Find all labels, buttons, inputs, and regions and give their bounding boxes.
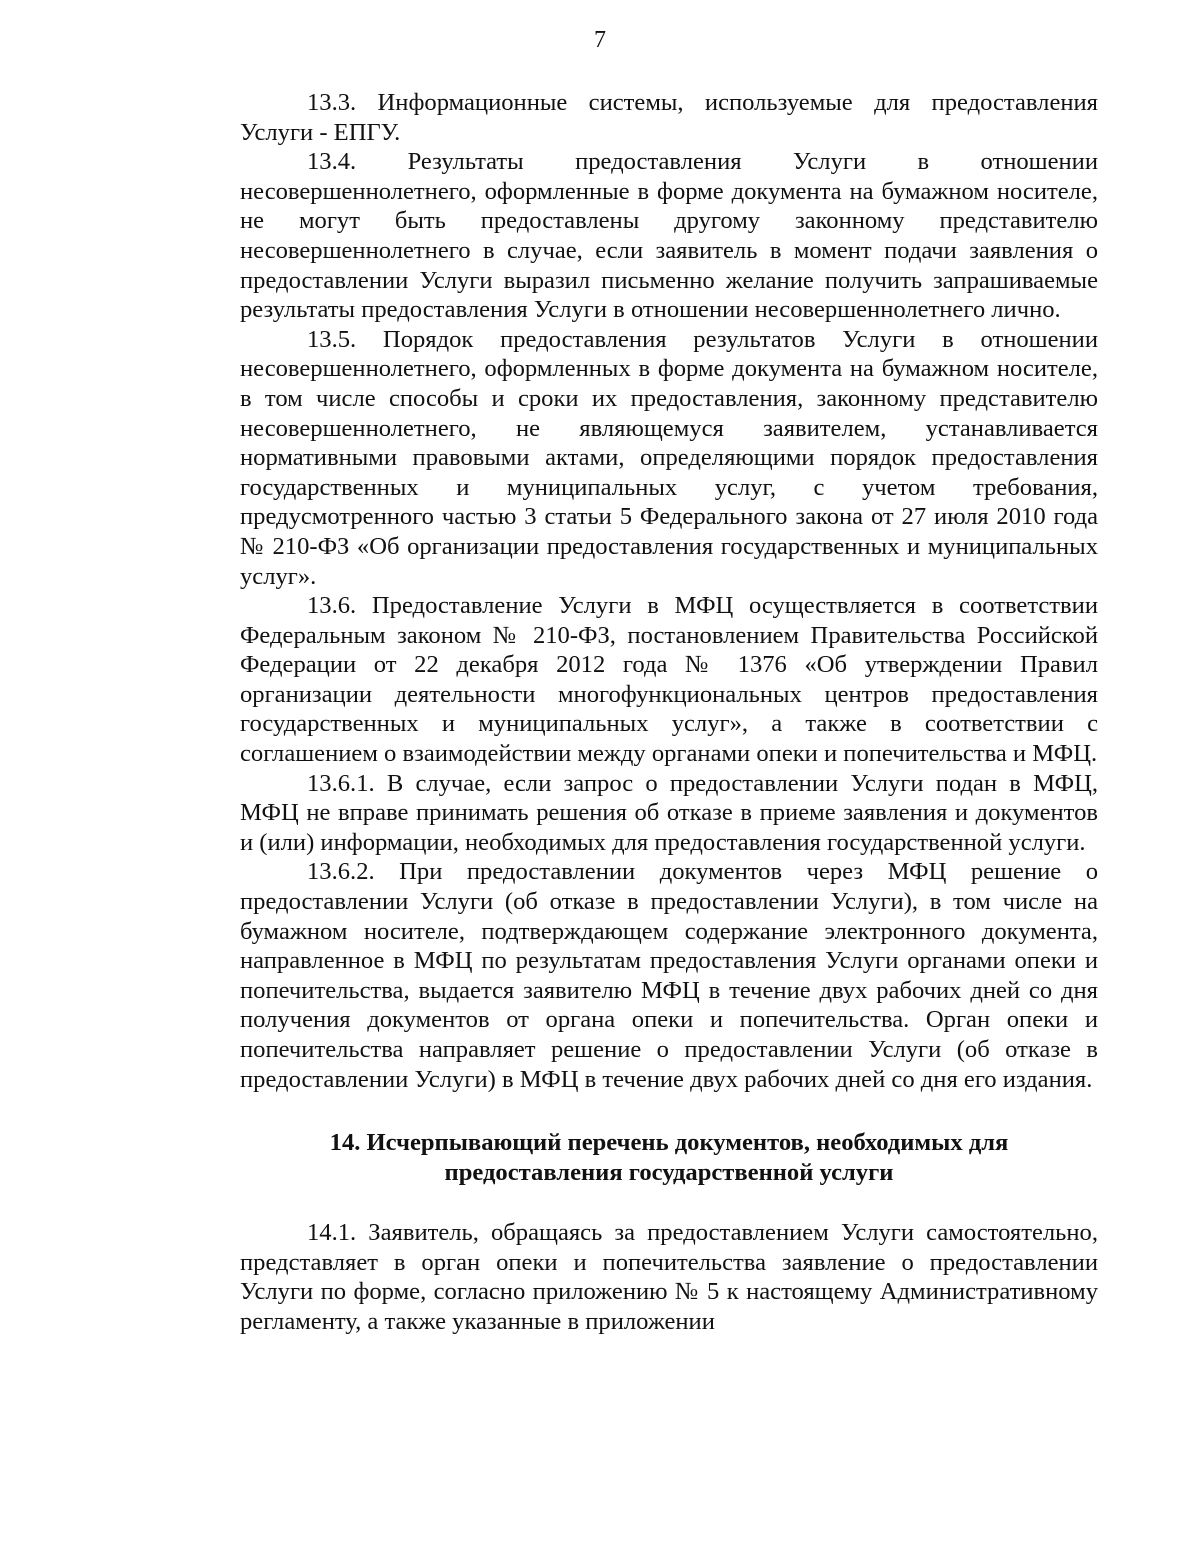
page-number: 7 [594, 27, 606, 53]
paragraph-13-6: 13.6. Предоставление Услуги в МФЦ осуществляется в соответствии Федеральным законом № 210-ФЗ, постановлением Правительства Российской Федерации от 22 декабря 2012 года № 1376 «Об утверждении Правил организации деятельности многофункциональных центров предоставления государственных и муниципальных услуг», а также в соответствии с соглашением о взаимодействии между органами опеки и попечительства и МФЦ. [240, 592, 1098, 768]
document-body [240, 88, 1098, 1337]
section-heading-line-2: предоставления государственной услуги [444, 1159, 894, 1187]
paragraph-13-4: 13.4. Результаты предоставления Услуги в отношении несовершеннолетнего, оформленные в форме документа на бумажном носителе, не могут быть предоставлены другому законному представителю несовершеннолетнего в случае, если заявитель в момент подачи заявления о предоставлении Услуги выразил письменно желание получить запрашиваемые результаты предоставления Услуги в отношении несовершеннолетнего лично. [240, 148, 1098, 324]
section-14-heading [240, 1128, 1098, 1188]
paragraph-14-1: 14.1. Заявитель, обращаясь за предоставлением Услуги самостоятельно, представляет в орган опеки и попечительства заявление о предоставлении Услуги по форме, согласно приложению № 5 к настоящему Административному регламенту, а также указанные в приложении [240, 1219, 1098, 1335]
paragraph-13-3: 13.3. Информационные системы, используемые для предоставления Услуги - ЕПГУ. [240, 89, 1098, 146]
paragraph-13-5: 13.5. Порядок предоставления результатов Услуги в отношении несовершеннолетнего, оформленных в форме документа на бумажном носителе, в том числе способы и сроки их предоставления, законному представителю несовершеннолетнего, не являющемуся заявителем, устанавливается нормативными правовыми актами, определяющими порядок предоставления государственных и муниципальных услуг, с учетом требования, предусмотренного частью 3 статьи 5 Федерального закона от 27 июля 2010 года № 210-ФЗ «Об организации предоставления государственных и муниципальных услуг». [240, 325, 1098, 590]
section-heading-line-1: 14. Исчерпывающий перечень документов, необходимых для [329, 1129, 1009, 1157]
paragraph-13-6-2: 13.6.2. При предоставлении документов через МФЦ решение о предоставлении Услуги (об отказе в предоставлении Услуги), в том числе на бумажном носителе, подтверждающем содержание электронного документа, направленное в МФЦ по результатам предоставления Услуги органами опеки и попечительства, выдается заявителю МФЦ в течение двух рабочих дней со дня получения документов от органа опеки и попечительства. Орган опеки и попечительства направляет решение о предоставлении Услуги (об отказе в предоставлении Услуги) в МФЦ в течение двух рабочих дней со дня его издания. [240, 858, 1098, 1093]
paragraph-13-6-1: 13.6.1. В случае, если запрос о предоставлении Услуги подан в МФЦ, МФЦ не вправе принимать решения об отказе в приеме заявления и документов и (или) информации, необходимых для предоставления государственной услуги. [240, 769, 1098, 856]
